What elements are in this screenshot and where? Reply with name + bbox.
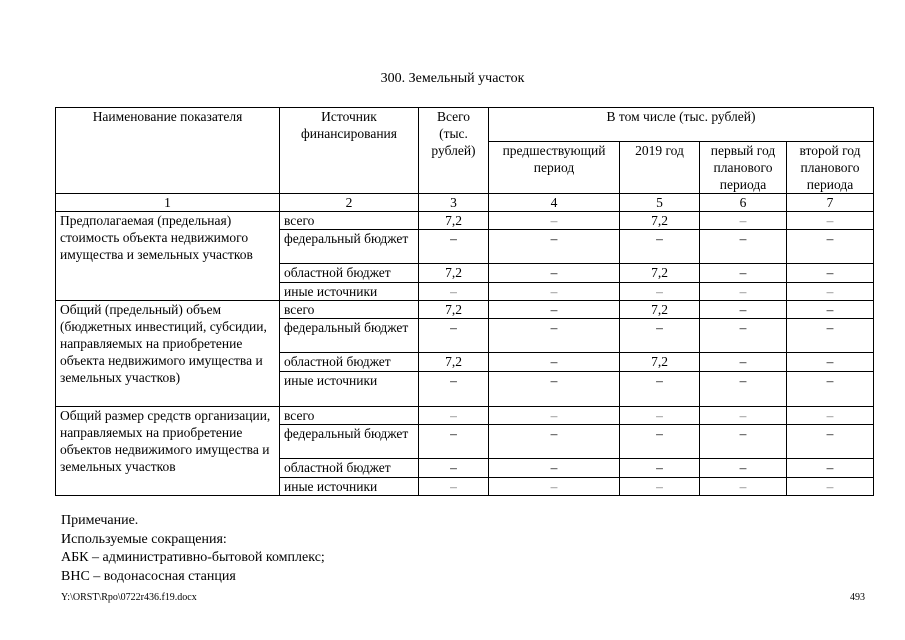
value-cell: – xyxy=(700,212,787,230)
header-second-plan-year: второй год планового периода xyxy=(787,142,874,194)
table-row xyxy=(56,301,874,319)
value-cell: – xyxy=(700,407,787,425)
value-cell: – xyxy=(489,264,620,283)
value-cell: – xyxy=(700,353,787,372)
value-cell: 7,2 xyxy=(419,264,489,283)
table-row xyxy=(56,407,874,425)
table-body xyxy=(56,108,874,496)
value-cell: – xyxy=(620,283,700,301)
col-number: 1 xyxy=(56,194,280,212)
value-cell: – xyxy=(419,230,489,264)
abbreviations-heading: Используемые сокращения: xyxy=(61,531,227,547)
funding-source-cell: областной бюджет xyxy=(280,353,419,372)
value-cell: – xyxy=(489,319,620,353)
header-2019: 2019 год xyxy=(620,142,700,194)
funding-source-cell: федеральный бюджет xyxy=(280,425,419,459)
funding-source-cell: иные источники xyxy=(280,478,419,496)
col-number: 7 xyxy=(787,194,874,212)
funding-source-cell: областной бюджет xyxy=(280,264,419,283)
value-cell: – xyxy=(620,478,700,496)
header-including: В том числе (тыс. рублей) xyxy=(489,108,874,142)
funding-source-cell: всего xyxy=(280,301,419,319)
value-cell: – xyxy=(419,283,489,301)
funding-source-cell: всего xyxy=(280,407,419,425)
col-number: 6 xyxy=(700,194,787,212)
value-cell: – xyxy=(700,301,787,319)
indicator-name-cell: Общий размер средств организации, направляемых на приобретение объектов недвижимого имущества и земельных участков xyxy=(56,407,280,496)
col-number: 3 xyxy=(419,194,489,212)
table-row xyxy=(56,212,874,230)
note-heading: Примечание. xyxy=(61,513,139,528)
abbreviation-item: ВНС – водонасосная станция xyxy=(61,568,236,584)
header-first-plan-year: первый год планового периода xyxy=(700,142,787,194)
header-name: Наименование показателя xyxy=(56,108,280,194)
value-cell: – xyxy=(489,283,620,301)
funding-source-cell: федеральный бюджет xyxy=(280,319,419,353)
header-prev-period: предшествующий период xyxy=(489,142,620,194)
land-plot-table xyxy=(55,107,874,496)
value-cell: – xyxy=(787,301,874,319)
col-number: 2 xyxy=(280,194,419,212)
value-cell: – xyxy=(419,372,489,407)
value-cell: – xyxy=(489,425,620,459)
value-cell: – xyxy=(489,353,620,372)
value-cell: – xyxy=(700,230,787,264)
value-cell: – xyxy=(787,478,874,496)
value-cell: – xyxy=(489,212,620,230)
value-cell: – xyxy=(419,407,489,425)
header-row xyxy=(56,108,874,142)
value-cell: 7,2 xyxy=(620,212,700,230)
document-title: 300. Земельный участок xyxy=(380,71,525,86)
indicator-name-cell: Предполагаемая (предельная) стоимость объекта недвижимого имущества и земельных участков xyxy=(56,212,280,301)
value-cell: – xyxy=(620,372,700,407)
value-cell: – xyxy=(489,372,620,407)
value-cell: 7,2 xyxy=(419,353,489,372)
value-cell: – xyxy=(700,283,787,301)
footer-file-path: Y:\ORST\Rpo\0722r436.f19.docx xyxy=(61,592,197,603)
value-cell: 7,2 xyxy=(419,301,489,319)
value-cell: 7,2 xyxy=(419,212,489,230)
value-cell: – xyxy=(787,407,874,425)
value-cell: – xyxy=(419,319,489,353)
value-cell: – xyxy=(489,459,620,478)
value-cell: – xyxy=(620,319,700,353)
note-block xyxy=(61,512,325,586)
col-number: 4 xyxy=(489,194,620,212)
value-cell: – xyxy=(489,407,620,425)
value-cell: – xyxy=(620,230,700,264)
value-cell: – xyxy=(787,283,874,301)
value-cell: – xyxy=(700,459,787,478)
column-number-row xyxy=(56,194,874,212)
funding-source-cell: всего xyxy=(280,212,419,230)
value-cell: – xyxy=(620,407,700,425)
value-cell: – xyxy=(700,264,787,283)
funding-source-cell: областной бюджет xyxy=(280,459,419,478)
header-total: Всего (тыс. рублей) xyxy=(419,108,489,194)
funding-source-cell: иные источники xyxy=(280,372,419,407)
value-cell: – xyxy=(489,230,620,264)
value-cell: – xyxy=(489,478,620,496)
value-cell: – xyxy=(419,425,489,459)
abbreviation-item: АБК – административно-бытовой комплекс; xyxy=(61,550,325,565)
value-cell: – xyxy=(787,230,874,264)
value-cell: – xyxy=(787,459,874,478)
value-cell: – xyxy=(787,212,874,230)
header-source: Источник финансирования xyxy=(280,108,419,194)
value-cell: – xyxy=(787,264,874,283)
funding-source-cell: иные источники xyxy=(280,283,419,301)
value-cell: 7,2 xyxy=(620,264,700,283)
value-cell: – xyxy=(419,459,489,478)
value-cell: – xyxy=(787,425,874,459)
value-cell: 7,2 xyxy=(620,353,700,372)
indicator-name-cell: Общий (предельный) объем (бюджетных инвестиций, субсидии, направляемых на приобретение объекта недвижимого имущества и земельных участков) xyxy=(56,301,280,407)
col-number: 5 xyxy=(620,194,700,212)
value-cell: – xyxy=(489,301,620,319)
value-cell: – xyxy=(700,425,787,459)
funding-source-cell: федеральный бюджет xyxy=(280,230,419,264)
value-cell: – xyxy=(620,425,700,459)
value-cell: 7,2 xyxy=(620,301,700,319)
value-cell: – xyxy=(419,478,489,496)
value-cell: – xyxy=(620,459,700,478)
value-cell: – xyxy=(787,372,874,407)
value-cell: – xyxy=(700,372,787,407)
value-cell: – xyxy=(700,478,787,496)
value-cell: – xyxy=(787,319,874,353)
value-cell: – xyxy=(700,319,787,353)
value-cell: – xyxy=(787,353,874,372)
footer-page-number: 493 xyxy=(850,592,865,603)
